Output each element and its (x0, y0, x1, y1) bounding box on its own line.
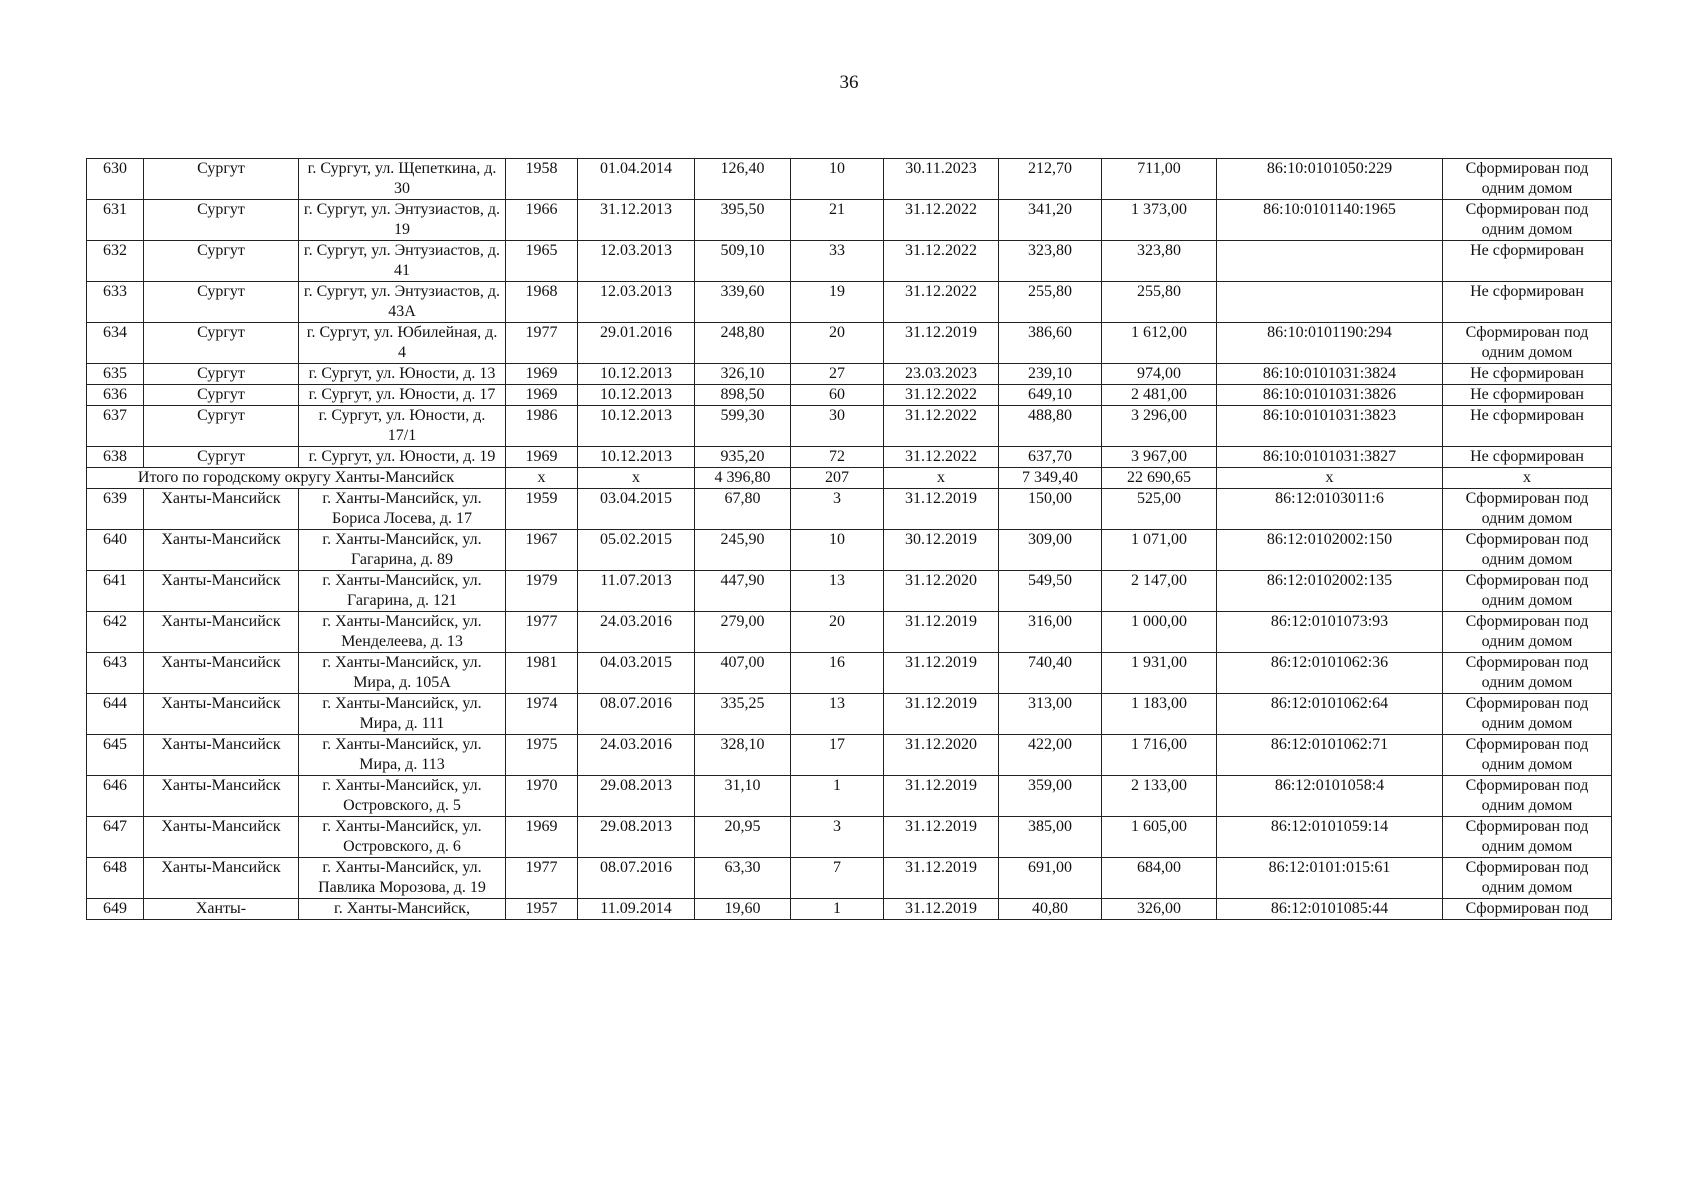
row-number-cell: 645 (87, 735, 144, 776)
residents-cell: 21 (791, 200, 884, 241)
cadastral-number-cell: 86:10:0101050:229 (1217, 159, 1443, 200)
municipality-cell: Ханты-Мансийск (144, 489, 299, 530)
row-number-cell: 634 (87, 323, 144, 364)
residents-cell: 1 (791, 776, 884, 817)
land-area-cell: 150,00 (999, 489, 1102, 530)
municipality-cell: Сургут (144, 447, 299, 468)
residents-cell: 60 (791, 385, 884, 406)
resettlement-date-cell: 31.12.2020 (884, 571, 999, 612)
row-number-cell: 635 (87, 364, 144, 385)
cost-cell: 974,00 (1102, 364, 1217, 385)
row-number-cell: 646 (87, 776, 144, 817)
cadastral-number-cell: 86:12:0101062:36 (1217, 653, 1443, 694)
area-cell: 898,50 (695, 385, 791, 406)
land-area-cell: 649,10 (999, 385, 1102, 406)
total-residents-cell: 207 (791, 468, 884, 489)
recognition-date-cell: 04.03.2015 (578, 653, 695, 694)
recognition-date-cell: 29.08.2013 (578, 817, 695, 858)
page-number: 36 (839, 72, 859, 93)
municipality-cell: Сургут (144, 241, 299, 282)
area-cell: 245,90 (695, 530, 791, 571)
recognition-date-cell: 05.02.2015 (578, 530, 695, 571)
land-area-cell: 488,80 (999, 406, 1102, 447)
residents-cell: 13 (791, 571, 884, 612)
row-number-cell: 647 (87, 817, 144, 858)
area-cell: 335,25 (695, 694, 791, 735)
table-row (87, 200, 1612, 241)
address-cell: г. Сургут, ул. Щепеткина, д. 30 (299, 159, 506, 200)
municipality-cell: Сургут (144, 323, 299, 364)
area-cell: 447,90 (695, 571, 791, 612)
address-cell: г. Ханты-Мансийск, ул. Мира, д. 111 (299, 694, 506, 735)
area-cell: 509,10 (695, 241, 791, 282)
cadastral-number-cell: 86:10:0101031:3826 (1217, 385, 1443, 406)
row-number-cell: 637 (87, 406, 144, 447)
residents-cell: 33 (791, 241, 884, 282)
year-built-cell: 1968 (506, 282, 578, 323)
municipality-cell: Ханты-Мансийск (144, 735, 299, 776)
residents-cell: 3 (791, 817, 884, 858)
address-cell: г. Ханты-Мансийск, ул. Бориса Лосева, д. 17 (299, 489, 506, 530)
address-cell: г. Ханты-Мансийск, ул. Гагарина, д. 89 (299, 530, 506, 571)
land-status-cell: Не сформирован (1443, 406, 1612, 447)
land-status-cell: Сформирован под одним домом (1443, 858, 1612, 899)
land-area-cell: 341,20 (999, 200, 1102, 241)
resettlement-date-cell: 31.12.2020 (884, 735, 999, 776)
land-status-cell: Сформирован под одним домом (1443, 159, 1612, 200)
cadastral-number-cell: 86:12:0101059:14 (1217, 817, 1443, 858)
table-row (87, 159, 1612, 200)
area-cell: 248,80 (695, 323, 791, 364)
table-body (87, 159, 1612, 920)
residents-cell: 16 (791, 653, 884, 694)
year-built-cell: 1969 (506, 817, 578, 858)
resettlement-date-cell: 23.03.2023 (884, 364, 999, 385)
address-cell: г. Ханты-Мансийск, ул. Мира, д. 113 (299, 735, 506, 776)
table-row (87, 489, 1612, 530)
address-cell: г. Ханты-Мансийск, ул. Менделеева, д. 13 (299, 612, 506, 653)
municipality-cell: Сургут (144, 385, 299, 406)
resettlement-date-cell: 31.12.2019 (884, 694, 999, 735)
recognition-date-cell: 10.12.2013 (578, 385, 695, 406)
land-status-cell: Сформирован под одним домом (1443, 200, 1612, 241)
recognition-date-cell: 10.12.2013 (578, 447, 695, 468)
land-area-cell: 255,80 (999, 282, 1102, 323)
municipality-cell: Ханты-Мансийск (144, 653, 299, 694)
year-built-cell: 1969 (506, 364, 578, 385)
address-cell: г. Ханты-Мансийск, ул. Островского, д. 5 (299, 776, 506, 817)
row-number-cell: 636 (87, 385, 144, 406)
land-area-cell: 239,10 (999, 364, 1102, 385)
year-built-cell: 1966 (506, 200, 578, 241)
cost-cell: 2 147,00 (1102, 571, 1217, 612)
residents-cell: 10 (791, 530, 884, 571)
recognition-date-cell: 24.03.2016 (578, 612, 695, 653)
cost-cell: 1 000,00 (1102, 612, 1217, 653)
cadastral-number-cell: 86:12:0101:015:61 (1217, 858, 1443, 899)
row-number-cell: 643 (87, 653, 144, 694)
recognition-date-cell: 29.08.2013 (578, 776, 695, 817)
residents-cell: 20 (791, 612, 884, 653)
year-built-cell: 1969 (506, 385, 578, 406)
municipality-cell: Сургут (144, 282, 299, 323)
resettlement-date-cell: 31.12.2022 (884, 282, 999, 323)
land-area-cell: 637,70 (999, 447, 1102, 468)
row-number-cell: 642 (87, 612, 144, 653)
cost-cell: 326,00 (1102, 899, 1217, 920)
cadastral-number-cell: 86:10:0101190:294 (1217, 323, 1443, 364)
year-built-cell: 1979 (506, 571, 578, 612)
cost-cell: 711,00 (1102, 159, 1217, 200)
cost-cell: 2 481,00 (1102, 385, 1217, 406)
cadastral-number-cell: 86:10:0101031:3824 (1217, 364, 1443, 385)
cadastral-number-cell: 86:12:0101058:4 (1217, 776, 1443, 817)
row-number-cell: 641 (87, 571, 144, 612)
table-row (87, 406, 1612, 447)
land-status-cell: Сформирован под одним домом (1443, 571, 1612, 612)
total-resettlement-date-cell: х (884, 468, 999, 489)
area-cell: 339,60 (695, 282, 791, 323)
table-row (87, 530, 1612, 571)
municipality-cell: Ханты-Мансийск (144, 694, 299, 735)
residents-cell: 30 (791, 406, 884, 447)
table-row (87, 323, 1612, 364)
area-cell: 63,30 (695, 858, 791, 899)
area-cell: 20,95 (695, 817, 791, 858)
address-cell: г. Сургут, ул. Юности, д. 19 (299, 447, 506, 468)
resettlement-date-cell: 31.12.2019 (884, 817, 999, 858)
cadastral-number-cell: 86:12:0101085:44 (1217, 899, 1443, 920)
year-built-cell: 1986 (506, 406, 578, 447)
resettlement-date-cell: 31.12.2019 (884, 899, 999, 920)
cadastral-number-cell: 86:12:0102002:135 (1217, 571, 1443, 612)
cost-cell: 323,80 (1102, 241, 1217, 282)
resettlement-date-cell: 31.12.2019 (884, 858, 999, 899)
row-number-cell: 644 (87, 694, 144, 735)
table-row (87, 735, 1612, 776)
total-row (87, 468, 1612, 489)
cost-cell: 1 605,00 (1102, 817, 1217, 858)
area-cell: 31,10 (695, 776, 791, 817)
address-cell: г. Ханты-Мансийск, ул. Павлика Морозова, д. 19 (299, 858, 506, 899)
recognition-date-cell: 03.04.2015 (578, 489, 695, 530)
row-number-cell: 648 (87, 858, 144, 899)
residents-cell: 72 (791, 447, 884, 468)
land-area-cell: 313,00 (999, 694, 1102, 735)
area-cell: 279,00 (695, 612, 791, 653)
table-row (87, 653, 1612, 694)
total-area-cell: 4 396,80 (695, 468, 791, 489)
cost-cell: 1 183,00 (1102, 694, 1217, 735)
table-row (87, 447, 1612, 468)
year-built-cell: 1974 (506, 694, 578, 735)
land-status-cell: Не сформирован (1443, 241, 1612, 282)
row-number-cell: 639 (87, 489, 144, 530)
year-built-cell: 1981 (506, 653, 578, 694)
resettlement-date-cell: 31.12.2019 (884, 323, 999, 364)
row-number-cell: 649 (87, 899, 144, 920)
resettlement-date-cell: 31.12.2022 (884, 385, 999, 406)
address-cell: г. Ханты-Мансийск, ул. Островского, д. 6 (299, 817, 506, 858)
recognition-date-cell: 12.03.2013 (578, 241, 695, 282)
land-area-cell: 309,00 (999, 530, 1102, 571)
total-recognition-date-cell: х (578, 468, 695, 489)
housing-table (86, 158, 1612, 920)
table-row (87, 858, 1612, 899)
cadastral-number-cell: 86:10:0101140:1965 (1217, 200, 1443, 241)
land-area-cell: 691,00 (999, 858, 1102, 899)
table-row (87, 364, 1612, 385)
total-cadastral-number-cell: х (1217, 468, 1443, 489)
municipality-cell: Сургут (144, 406, 299, 447)
resettlement-date-cell: 31.12.2019 (884, 653, 999, 694)
address-cell: г. Сургут, ул. Энтузиастов, д. 41 (299, 241, 506, 282)
residents-cell: 3 (791, 489, 884, 530)
residents-cell: 19 (791, 282, 884, 323)
residents-cell: 7 (791, 858, 884, 899)
year-built-cell: 1969 (506, 447, 578, 468)
cost-cell: 1 612,00 (1102, 323, 1217, 364)
recognition-date-cell: 08.07.2016 (578, 858, 695, 899)
cadastral-number-cell: 86:12:0101073:93 (1217, 612, 1443, 653)
residents-cell: 1 (791, 899, 884, 920)
municipality-cell: Ханты- (144, 899, 299, 920)
municipality-cell: Сургут (144, 364, 299, 385)
land-status-cell: Сформирован под одним домом (1443, 776, 1612, 817)
residents-cell: 10 (791, 159, 884, 200)
table-row (87, 776, 1612, 817)
address-cell: г. Сургут, ул. Юбилейная, д. 4 (299, 323, 506, 364)
land-status-cell: Сформирован под одним домом (1443, 612, 1612, 653)
table-row (87, 694, 1612, 735)
cadastral-number-cell: 86:12:0103011:6 (1217, 489, 1443, 530)
year-built-cell: 1967 (506, 530, 578, 571)
land-area-cell: 549,50 (999, 571, 1102, 612)
land-area-cell: 316,00 (999, 612, 1102, 653)
row-number-cell: 631 (87, 200, 144, 241)
year-built-cell: 1958 (506, 159, 578, 200)
row-number-cell: 640 (87, 530, 144, 571)
area-cell: 407,00 (695, 653, 791, 694)
total-cost-cell: 22 690,65 (1102, 468, 1217, 489)
year-built-cell: 1957 (506, 899, 578, 920)
address-cell: г. Сургут, ул. Юности, д. 13 (299, 364, 506, 385)
resettlement-date-cell: 30.11.2023 (884, 159, 999, 200)
address-cell: г. Сургут, ул. Юности, д. 17 (299, 385, 506, 406)
land-status-cell: Сформирован под одним домом (1443, 653, 1612, 694)
table-row (87, 282, 1612, 323)
land-status-cell: Сформирован под одним домом (1443, 817, 1612, 858)
land-status-cell: Не сформирован (1443, 447, 1612, 468)
area-cell: 126,40 (695, 159, 791, 200)
address-cell: г. Сургут, ул. Энтузиастов, д. 19 (299, 200, 506, 241)
table-row (87, 571, 1612, 612)
resettlement-date-cell: 31.12.2019 (884, 612, 999, 653)
row-number-cell: 632 (87, 241, 144, 282)
land-status-cell: Сформирован под одним домом (1443, 694, 1612, 735)
cost-cell: 1 373,00 (1102, 200, 1217, 241)
residents-cell: 13 (791, 694, 884, 735)
row-number-cell: 638 (87, 447, 144, 468)
cost-cell: 3 967,00 (1102, 447, 1217, 468)
address-cell: г. Ханты-Мансийск, (299, 899, 506, 920)
municipality-cell: Ханты-Мансийск (144, 776, 299, 817)
cadastral-number-cell: 86:10:0101031:3827 (1217, 447, 1443, 468)
land-area-cell: 359,00 (999, 776, 1102, 817)
recognition-date-cell: 24.03.2016 (578, 735, 695, 776)
municipality-cell: Ханты-Мансийск (144, 530, 299, 571)
cost-cell: 1 071,00 (1102, 530, 1217, 571)
row-number-cell: 633 (87, 282, 144, 323)
address-cell: г. Сургут, ул. Энтузиастов, д. 43А (299, 282, 506, 323)
year-built-cell: 1959 (506, 489, 578, 530)
cost-cell: 1 931,00 (1102, 653, 1217, 694)
land-area-cell: 740,40 (999, 653, 1102, 694)
cadastral-number-cell: 86:12:0101062:71 (1217, 735, 1443, 776)
residents-cell: 20 (791, 323, 884, 364)
resettlement-date-cell: 31.12.2019 (884, 776, 999, 817)
cost-cell: 255,80 (1102, 282, 1217, 323)
recognition-date-cell: 11.07.2013 (578, 571, 695, 612)
table-row (87, 241, 1612, 282)
municipality-cell: Ханты-Мансийск (144, 571, 299, 612)
area-cell: 326,10 (695, 364, 791, 385)
table-row (87, 817, 1612, 858)
residents-cell: 17 (791, 735, 884, 776)
land-status-cell: Сформирован под одним домом (1443, 530, 1612, 571)
year-built-cell: 1970 (506, 776, 578, 817)
land-area-cell: 385,00 (999, 817, 1102, 858)
recognition-date-cell: 11.09.2014 (578, 899, 695, 920)
residents-cell: 27 (791, 364, 884, 385)
cadastral-number-cell: 86:12:0101062:64 (1217, 694, 1443, 735)
year-built-cell: 1965 (506, 241, 578, 282)
resettlement-date-cell: 31.12.2022 (884, 447, 999, 468)
land-status-cell: Сформирован под одним домом (1443, 489, 1612, 530)
area-cell: 328,10 (695, 735, 791, 776)
resettlement-date-cell: 30.12.2019 (884, 530, 999, 571)
land-status-cell: Сформирован под (1443, 899, 1612, 920)
address-cell: г. Ханты-Мансийск, ул. Мира, д. 105А (299, 653, 506, 694)
recognition-date-cell: 10.12.2013 (578, 364, 695, 385)
address-cell: г. Сургут, ул. Юности, д. 17/1 (299, 406, 506, 447)
year-built-cell: 1977 (506, 323, 578, 364)
land-status-cell: Не сформирован (1443, 282, 1612, 323)
table-row (87, 385, 1612, 406)
cadastral-number-cell (1217, 282, 1443, 323)
cadastral-number-cell (1217, 241, 1443, 282)
cadastral-number-cell: 86:10:0101031:3823 (1217, 406, 1443, 447)
land-status-cell: Сформирован под одним домом (1443, 323, 1612, 364)
year-built-cell: 1977 (506, 612, 578, 653)
area-cell: 935,20 (695, 447, 791, 468)
land-area-cell: 212,70 (999, 159, 1102, 200)
municipality-cell: Ханты-Мансийск (144, 817, 299, 858)
resettlement-date-cell: 31.12.2022 (884, 241, 999, 282)
land-area-cell: 386,60 (999, 323, 1102, 364)
resettlement-date-cell: 31.12.2022 (884, 200, 999, 241)
cost-cell: 525,00 (1102, 489, 1217, 530)
area-cell: 19,60 (695, 899, 791, 920)
resettlement-date-cell: 31.12.2019 (884, 489, 999, 530)
land-area-cell: 422,00 (999, 735, 1102, 776)
recognition-date-cell: 29.01.2016 (578, 323, 695, 364)
recognition-date-cell: 01.04.2014 (578, 159, 695, 200)
resettlement-date-cell: 31.12.2022 (884, 406, 999, 447)
row-number-cell: 630 (87, 159, 144, 200)
cost-cell: 3 296,00 (1102, 406, 1217, 447)
cost-cell: 684,00 (1102, 858, 1217, 899)
land-status-cell: Сформирован под одним домом (1443, 735, 1612, 776)
recognition-date-cell: 10.12.2013 (578, 406, 695, 447)
area-cell: 395,50 (695, 200, 791, 241)
total-land-area-cell: 7 349,40 (999, 468, 1102, 489)
year-built-cell: 1977 (506, 858, 578, 899)
total-year-built-cell: х (506, 468, 578, 489)
total-land-status-cell: х (1443, 468, 1612, 489)
recognition-date-cell: 08.07.2016 (578, 694, 695, 735)
municipality-cell: Ханты-Мансийск (144, 612, 299, 653)
land-area-cell: 40,80 (999, 899, 1102, 920)
total-label-cell: Итого по городскому округу Ханты-Мансийск (87, 468, 506, 489)
municipality-cell: Ханты-Мансийск (144, 858, 299, 899)
land-status-cell: Не сформирован (1443, 385, 1612, 406)
recognition-date-cell: 12.03.2013 (578, 282, 695, 323)
table-row (87, 899, 1612, 920)
table-row (87, 612, 1612, 653)
recognition-date-cell: 31.12.2013 (578, 200, 695, 241)
cadastral-number-cell: 86:12:0102002:150 (1217, 530, 1443, 571)
land-status-cell: Не сформирован (1443, 364, 1612, 385)
cost-cell: 1 716,00 (1102, 735, 1217, 776)
land-area-cell: 323,80 (999, 241, 1102, 282)
address-cell: г. Ханты-Мансийск, ул. Гагарина, д. 121 (299, 571, 506, 612)
year-built-cell: 1975 (506, 735, 578, 776)
municipality-cell: Сургут (144, 200, 299, 241)
area-cell: 599,30 (695, 406, 791, 447)
area-cell: 67,80 (695, 489, 791, 530)
municipality-cell: Сургут (144, 159, 299, 200)
cost-cell: 2 133,00 (1102, 776, 1217, 817)
